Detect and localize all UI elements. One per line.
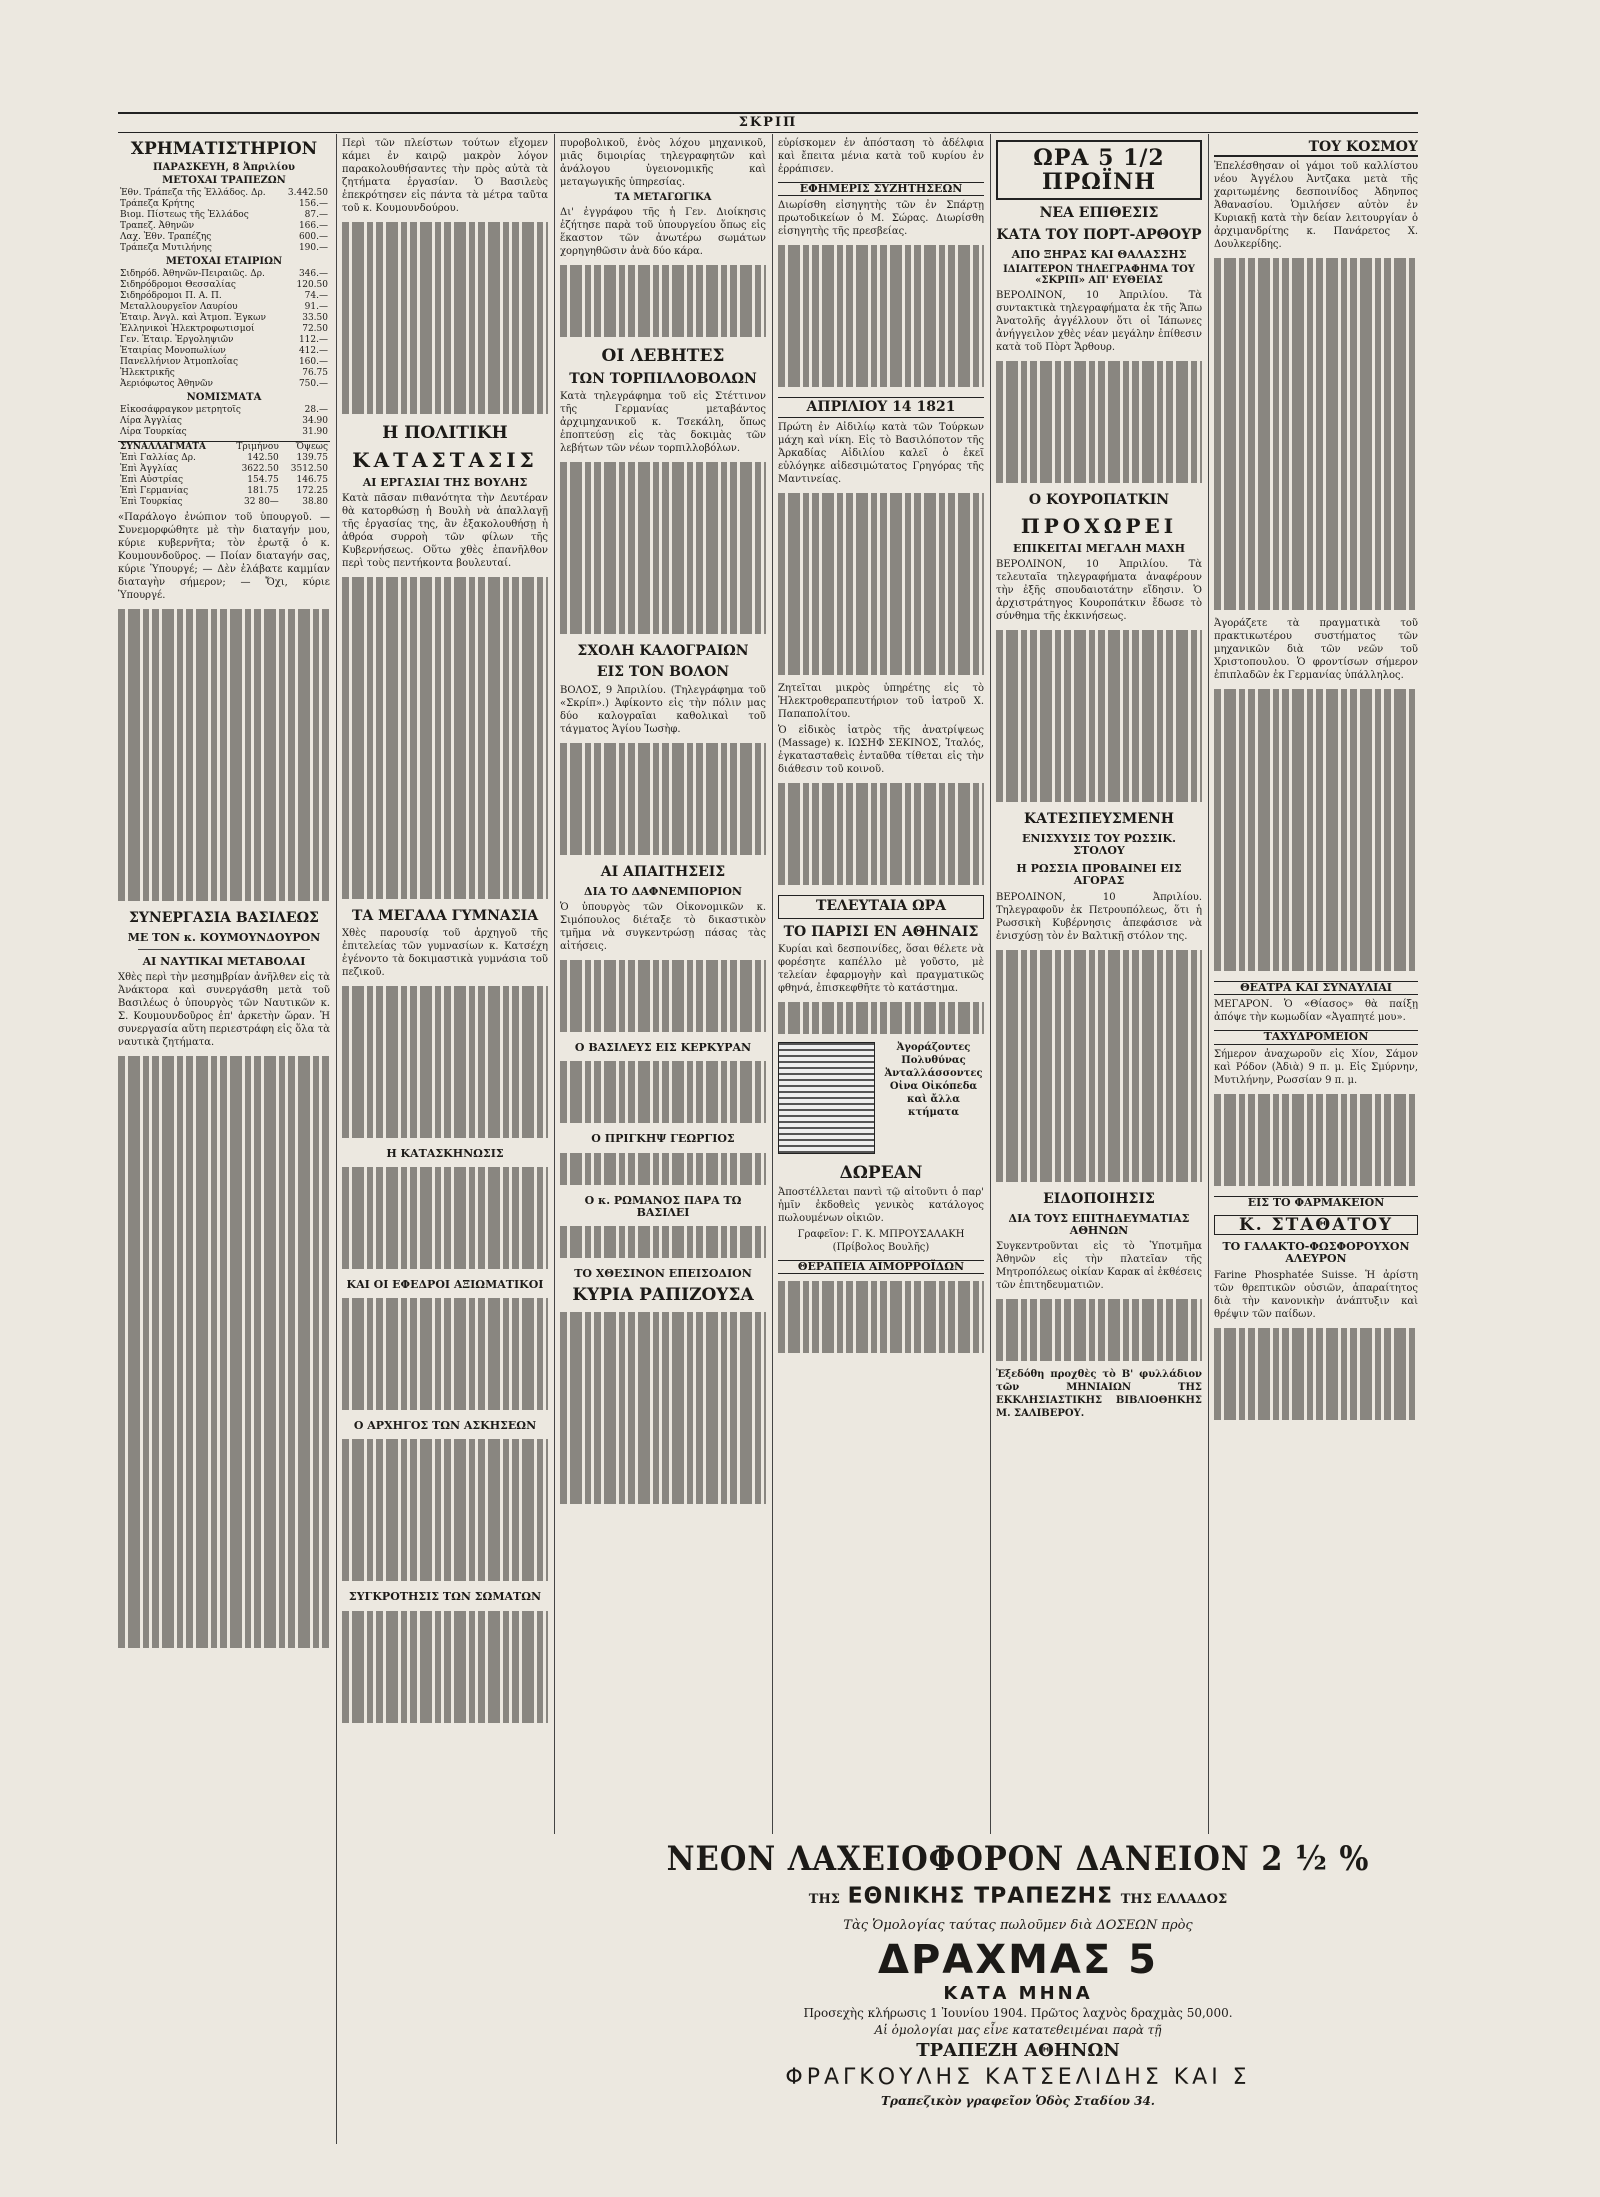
column-misc — [778, 134, 984, 1834]
column-exchange — [118, 134, 330, 2144]
headline-post: ΤΑΧΥΔΡΟΜΕΙΟΝ — [1214, 1030, 1418, 1044]
headline-notice: ΕΙΔΟΠΟΙΗΣΙΣ — [1043, 1190, 1155, 1207]
body-text-lines — [996, 946, 1202, 1186]
telegram-note: ΙΔΙΑΙΤΕΡΟΝ ΤΗΛΕΓΡΑΦΗΜΑ ΤΟΥ «ΣΚΡΙΠ» ΑΠ' ΕΥΘΕΙΑΣ — [1003, 264, 1195, 287]
headline-theatres: ΘΕΑΤΡΑ ΚΑΙ ΣΥΝΑΥΛΙΑΙ — [1214, 981, 1418, 995]
headline-exchange: ΧΡΗΜΑΤΙΣΤΗΡΙΟΝ — [130, 139, 318, 159]
value: 750.— — [298, 378, 328, 389]
article-text: Ἐπελέσθησαν οἱ γάμοι τοῦ καλλίστου νέου Ἀγγέλου Ἀντζακα μετὰ τῆς χαριτωμένης δεσποινίδος Ἀδηνπος Ἀθανασίου. Ὁμιλήσεν αὐτὸν ἐν Κυριακῇ κατὰ τὴν δείαν λειτουργίαν ὁ ἀρχιμανδρίτης κ. Πανάρετος Χ. Δουλκερίδης. — [1214, 161, 1418, 251]
bank-shares-table — [118, 188, 330, 254]
headline-cooperation: ΣΥΝΕΡΓΑΣΙΑ ΒΑΣΙΛΕΩΣ — [129, 909, 319, 926]
article-text: Διωρίσθη εἰσηγητὴς τῶν ἐν Σπάρτῃ πρωτοδικείων ὁ Μ. Σώρας. Διωρίσθη εἰσηγητὴς τῆς πρεσβείας. — [778, 200, 984, 238]
table-row — [118, 291, 330, 302]
label: Λίρα Τουρκίας — [120, 426, 187, 437]
column-rule — [990, 134, 991, 1834]
column-society — [1214, 134, 1418, 1834]
company-shares-table — [118, 269, 330, 390]
body-text-lines — [560, 458, 766, 638]
table-row — [118, 269, 330, 280]
body-text-lines — [778, 1277, 984, 1357]
table-header — [118, 441, 330, 453]
headline-paris-athens: ΤΟ ΠΑΡΙΣΙ ΕΝ ΑΘΗΝΑΙΣ — [783, 923, 979, 940]
body-text-lines — [342, 573, 548, 903]
subheadline-naval: ΑΙ ΝΑΥΤΙΚΑΙ ΜΕΤΑΒΟΛΑΙ — [142, 955, 306, 969]
column-rule — [1208, 134, 1209, 1834]
article-text: ΒΕΡΟΛΙΝΟΝ, 10 Ἀπριλίου. Τὰ συντακτικὰ τηλεγραφήματα ἐκ τῆς Ἄπω Ἀνατολῆς ἀγγέλλουν ὅτι οἱ Ἰάπωνες ἀνήγγειλον χθὲς νέαν μεγάλην ἐπίθεσιν κατὰ τοῦ Πὸρτ Ἄρθουρ. — [996, 290, 1202, 354]
label: Ἀεριόφωτος Ἀθηνῶν — [120, 378, 213, 389]
exchange-date: ΠΑΡΑΣΚΕΥΗ, 8 Ἀπριλίου — [153, 161, 295, 173]
value: 91.— — [304, 301, 328, 312]
label: Τράπεζα Κρήτης — [120, 198, 195, 209]
value: 34.90 — [302, 415, 328, 426]
article-text: Κατὰ πᾶσαν πιθανότητα τὴν Δευτέραν θὰ κατορθώσῃ ἡ Βουλὴ νὰ ἀπαλλαγῇ τῆς ἐργασίας της, ἂν ἐξακολουθήσῃ ἡ ἀθρόα συρροὴ τῶν φίλων τῆς Κυβερνήσεως. Οὕτω χθὲς ἐπανῆλθον περὶ τοὺς πεντήκοντα βουλευταί. — [342, 492, 548, 569]
headline-advances: ΠΡΟΧΩΡΕΙ — [1020, 513, 1178, 538]
subheadline-camp: Η ΚΑΤΑΣΚΗΝΩΣΙΣ — [386, 1147, 504, 1161]
label: Λαχ. Ἐθν. Τραπέζης — [120, 231, 212, 242]
value: 74.— — [304, 290, 328, 301]
body-text-lines — [118, 605, 330, 905]
headline-last-hour: ΤΕΛΕΥΤΑΙΑ ΩΡΑ — [778, 895, 984, 918]
value: 146.75 — [296, 474, 328, 485]
value: 156.— — [298, 198, 328, 209]
newspaper-page — [118, 112, 1418, 2152]
article-text: Περὶ τῶν πλείστων τούτων εἴχομεν κάμει ἐν καιρῷ μακρὸν λόγον παρακολουθήσαντες τὴν πρὸς αὐτὰ τὰ ζητήματα ἐργασίαν. Ὁ Βασιλεὺς ἐπεκρότησεν εἰς πάντα τὰ μέτρα ταῦτα τοῦ κ. Κουμουνδούρου. — [342, 138, 548, 214]
body-text-lines — [560, 1308, 766, 1508]
body-text-lines — [342, 1294, 548, 1414]
ad-bank-line — [618, 1881, 1418, 1915]
ad-per-month: ΚΑΤΑ ΜΗΝΑ — [943, 1983, 1093, 2004]
label: Μεταλλουργεῖον Λαυρίου — [120, 301, 238, 312]
headline-reinforcement: ΕΝΙΣΧΥΣΙΣ ΤΟΥ ΡΩΣΣΙΚ. ΣΤΟΛΟΥ — [1022, 832, 1176, 858]
body-text-lines — [342, 1435, 548, 1585]
body-text-lines — [118, 1052, 330, 1652]
headline-boilers: ΟΙ ΛΕΒΗΤΕΣ — [601, 346, 725, 366]
subheadline-chief: Ο ΑΡΧΗΓΟΣ ΤΩΝ ΑΣΚΗΣΕΩΝ — [353, 1419, 537, 1433]
headline-hour: ΩΡΑ 5 1/2 ΠΡΩΪΝΗ — [996, 140, 1202, 200]
value: 600.— — [298, 231, 328, 242]
ad-office: Γραφεῖον: Γ. Κ. ΜΠΡΟΥΣΑΛΑΚΗ (Πρίβολος Βουλῆς) — [797, 1228, 965, 1253]
article-text: Ὁ ὑπουργὸς τῶν Οἰκονομικῶν κ. Σιμόπουλος διέταξε τὸ δικαστικὸν τμῆμα νὰ συγκεντρώσῃ πάσας τὰς αἰτήσεις. — [560, 902, 766, 953]
headline-world: ΤΟΥ ΚΟΣΜΟΥ — [1214, 140, 1418, 157]
body-text-lines — [560, 739, 766, 859]
value: 76.75 — [302, 367, 328, 378]
body-text-lines — [560, 261, 766, 341]
coins-table — [118, 405, 330, 438]
article-text: εὑρίσκομεν ἐν ἀπόσταση τὸ ἀδέλφια καὶ ἔπειτα μένια κατὰ τοῦ κυρίου ἐν ἐρράπισεν. — [778, 138, 984, 175]
value: 72.50 — [302, 323, 328, 334]
value: 3.442.50 — [287, 187, 328, 198]
headline-milk-flour: ΤΟ ΓΑΛΑΚΤΟ-ΦΩΣΦΟΡΟΥΧΟΝ ΑΛΕΥΡΟΝ — [1222, 1240, 1410, 1266]
label: Ἐπὶ Γαλλίας Δρ. — [120, 452, 196, 463]
body-text-lines — [996, 626, 1202, 806]
value: 142.50 — [247, 452, 279, 463]
body-text-lines — [996, 357, 1202, 487]
table-row — [118, 453, 330, 464]
section-banks: ΜΕΤΟΧΑΙ ΤΡΑΠΕΖΩΝ — [162, 174, 286, 186]
body-text-lines — [1214, 685, 1418, 975]
table-row — [118, 324, 330, 335]
headline-nuns-school: ΣΧΟΛΗ ΚΑΛΟΓΡΑΙΩΝ — [577, 643, 749, 660]
body-text-lines — [560, 1149, 766, 1189]
label: Εἰκοσάφραγκον μετρητοῖς — [120, 404, 241, 415]
value: 346.— — [298, 268, 328, 279]
ad-national-bank: ΕΘΝΙΚΗΣ ΤΡΑΠΕΖΗΣ — [847, 1884, 1114, 1909]
article-text: Farine Phosphatée Suisse. Ἡ ἀρίστη τῶν θρεπτικῶν οὐσιῶν, ἀπαραίτητος διὰ τὴν κανονικὴν ἀνάπτυξιν καὶ θρέψιν τῶν παίδων. — [1214, 1269, 1418, 1320]
headline-incident: ΤΟ ΧΘΕΣΙΝΟΝ ΕΠΕΙΣΟΔΙΟΝ — [574, 1266, 752, 1280]
headline-prince-george: Ο ΠΡΙΓΚΗΨ ΓΕΩΡΓΙΟΣ — [591, 1132, 735, 1146]
column-rule — [336, 134, 337, 2144]
value: 172.25 — [296, 485, 328, 496]
column-politics — [342, 134, 548, 1834]
article-text: ΒΕΡΟΛΙΝΟΝ, 10 Ἀπριλίου. Τηλεγραφοῦν ἐκ Πετρουπόλεως, ὅτι ἡ Ρωσσικὴ Κυβέρνησις ἀπεφάσισε νὰ ἐνισχύσῃ τὸν ἐν Βαλτικῇ στόλον της. — [996, 891, 1202, 942]
value: 154.75 — [247, 474, 279, 485]
article-text: «Παράλογο ἐνώπιον τοῦ ὑπουργοῦ. — Συνεμορφώθητε μὲ τὴν διαταγήν μου, κύριε κυβερνῆτα; τὸν ἐρωτᾷ ὁ κ. Κουμουνδοῦρος. — Ποίαν διαταγήν σας, κύριε Ὑπουργέ; — Δὲν ἐλάβατε καμμίαν διαταγὴν σήμερον; — Ὄχι, κύριε Ὑπουργέ. — [118, 511, 330, 601]
label: Ἐπὶ Τουρκίας — [120, 496, 183, 507]
value: 139.75 — [296, 452, 328, 463]
body-text-lines — [778, 998, 984, 1038]
headline-land-sea: ΑΠΟ ΞΗΡΑΣ ΚΑΙ ΘΑΛΑΣΣΗΣ — [1011, 248, 1187, 262]
value: 166.— — [298, 220, 328, 231]
article-text: Χθὲς παρουσίᾳ τοῦ ἀρχηγοῦ τῆς ἐπιτελείας τῶν γυμνασίων κ. Κατσέχη ἐγένοντο τὰ δοκιμαστικὰ γυμνάσια τοῦ πεζικοῦ. — [342, 928, 548, 979]
table-row — [118, 405, 330, 416]
table-row — [118, 302, 330, 313]
article-text: Χθὲς περὶ τὴν μεσημβρίαν ἀνῆλθεν εἰς τὰ Ἀνάκτορα καὶ συνεργάσθη μετὰ τοῦ Βασιλέως ὁ ὑπουργὸς τῶν Ναυτικῶν κ. Σ. Κουμουνδοῦρος ἐπ' ἀρκετὴν ὥραν. Ἡ συνεργασία αὕτη περιεστράφη εἰς ὅλα τὰ ναυτικὰ ζητήματα. — [118, 972, 330, 1049]
body-text-lines — [778, 779, 984, 889]
value: 190.— — [298, 242, 328, 253]
table-row — [118, 210, 330, 221]
value: 28.— — [304, 404, 328, 415]
table-row — [118, 346, 330, 357]
table-row — [118, 497, 330, 508]
masthead — [118, 112, 1418, 133]
value: 87.— — [304, 209, 328, 220]
headline-kuropatkin: Ο ΚΟΥΡΟΠΑΤΚΙΝ — [1028, 492, 1170, 509]
headline-russia-purchases: Η ΡΩΣΣΙΑ ΠΡΟΒΑΙΝΕΙ ΕΙΣ ΑΓΟΡΑΣ — [1016, 862, 1182, 888]
section-companies: ΜΕΤΟΧΑΙ ΕΤΑΙΡΙΩΝ — [165, 255, 283, 267]
value: 181.75 — [247, 485, 279, 496]
value: 33.50 — [302, 312, 328, 323]
article-text: Ἐξεδόθη προχθὲς τὸ Β' φυλλάδιον τῶν ΜΗΝΙΑΙΩΝ ΤΗΣ ΕΚΚΛΗΣΙΑΣΤΙΚΗΣ ΒΙΒΛΙΟΘΗΚΗΣ Μ. ΣΑΛΙΒΕΡΟΥ. — [996, 1369, 1202, 1420]
table-row — [118, 313, 330, 324]
fx-col-3m: Τριμήνου — [236, 441, 279, 452]
table-row — [118, 464, 330, 475]
article-text: πυροβολικοῦ, ἑνὸς λόχου μηχανικοῦ, μιᾶς διμοιρίας τηλεγραφητῶν καὶ ἀνάλογου ὑγειονομικῆς καὶ μεταγωγικῆς ὑπηρεσίας. — [560, 138, 766, 188]
headline-king-corfu: Ο ΒΑΣΙΛΕΥΣ ΕΙΣ ΚΕΡΚΥΡΑΝ — [574, 1041, 752, 1055]
body-text-lines — [1214, 1090, 1418, 1190]
value: 3512.50 — [290, 463, 328, 474]
subheadline-transport: ΤΑ ΜΕΤΑΓΩΓΙΚΑ — [614, 192, 712, 203]
table-row — [118, 335, 330, 346]
label: Βιομ. Πίστεως τῆς Ἑλλάδος — [120, 209, 249, 220]
column-war-news — [996, 134, 1202, 1834]
label: Σιδηρόδρομοι Π. Α. Π. — [120, 290, 222, 301]
value: 412.— — [298, 345, 328, 356]
table-row — [118, 427, 330, 438]
table-row — [118, 475, 330, 486]
subheadline-corps: ΣΥΓΚΡΟΤΗΣΙΣ ΤΩΝ ΣΩΜΑΤΩΝ — [348, 1590, 542, 1604]
fx-header: ΣΥΝΑΛΛΑΓΜΑΤΑ — [120, 441, 206, 452]
ad-draw-date: Προσεχὴς κλήρωσις 1 Ἰουνίου 1904. Πρῶτος λαχνὸς δραχμὰς 50,000. — [803, 2006, 1233, 2020]
fx-col-sight: Ὄψεως — [295, 441, 328, 452]
headline-volos: ΕΙΣ ΤΟΝ ΒΟΛΟΝ — [596, 664, 730, 681]
headline-laurel-trade: ΔΙΑ ΤΟ ΔΑΦΝΕΜΠΟΡΙΟΝ — [584, 885, 742, 899]
bank-loan-advertisement — [618, 1837, 1418, 2137]
ad-bank-athens: ΤΡΑΠΕΖΗ ΑΘΗΝΩΝ — [916, 2040, 1120, 2061]
article-text: Πρώτη ἐν Αἰδιλίῳ κατὰ τῶν Τούρκων μάχη καὶ νίκη. Εἰς τὸ Βασιλόποτον τῆς Ἀρκαδίας Αἰδιλίου καλεῖ ὁ ἐκεῖ εὑλόγηκε αἰδεσιμώτατος Γρηγόρας τῆς Μαντινείας. — [778, 422, 984, 486]
ad-text: Ἀγοράζοντες Πολυθύνας Ἀνταλλάσσοντες Οἰνα Οἰκόπεδα καὶ ἄλλα κτήματα — [884, 1042, 983, 1119]
fx-table — [118, 441, 330, 508]
body-text-lines — [342, 1163, 548, 1273]
body-text-lines — [996, 1295, 1202, 1365]
body-text-lines — [1214, 1324, 1418, 1424]
body-text-lines — [560, 956, 766, 1036]
label: Ἑλληνικοὶ Ἠλεκτροφωτισμοί — [120, 323, 255, 334]
value: 38.80 — [302, 496, 328, 507]
divider — [138, 949, 310, 950]
column-rule — [772, 134, 773, 1834]
headline-gazette: ΕΦΗΜΕΡΙΣ ΣΥΖΗΤΗΣΕΩΝ — [778, 182, 984, 196]
label: Ἐπὶ Αὐστρίας — [120, 474, 184, 485]
label: Σιδηρόδ. Ἀθηνῶν-Πειραιῶς. Δρ. — [120, 268, 265, 279]
label: Ἠλεκτρικῆς — [120, 367, 175, 378]
headline-politics: Η ΠΟΛΙΤΙΚΗ — [382, 423, 508, 443]
value: 32 80— — [244, 496, 279, 507]
headline-stathatos: Κ. ΣΤΑΘΑΤΟΥ — [1214, 1215, 1418, 1236]
table-row — [118, 368, 330, 379]
headline-new-attack: ΝΕΑ ΕΠΙΘΕΣΙΣ — [1039, 205, 1159, 222]
value: 160.— — [298, 356, 328, 367]
headline-slapping-lady: ΚΥΡΙΑ ΡΑΠΙΖΟΥΣΑ — [572, 1284, 754, 1305]
label: Ἐπὶ Ἀγγλίας — [120, 463, 178, 474]
article-text: Κατὰ τηλεγράφημα τοῦ εἰς Στέττινον τῆς Γερμανίας μεταβάντος ἀρχιμηχανικοῦ κ. Τσεκάλη, ὅπως ἐποπτεύσῃ εἰς τὰς δοκιμὰς τῶν λεβήτων τῶν νέων τορπιλλοβόλων. — [560, 391, 766, 455]
body-text-lines — [1214, 254, 1418, 614]
subheadline-cooperation: ΜΕ ΤΟΝ κ. ΚΟΥΜΟΥΝΔΟΥΡΟΝ — [127, 931, 321, 945]
table-row — [118, 416, 330, 427]
article-text: Σήμερον ἀναχωροῦν εἰς Χίον, Σάμον καὶ Ρόδον (Ἀδιὰ) 9 π. μ. Εἰς Σμύρνην, Μυτιλήνην, Ρωσσίαν 9 π. μ. — [1214, 1048, 1418, 1086]
label: Ἐθν. Τράπεζα τῆς Ἑλλάδος. Δρ. — [120, 187, 266, 198]
label: Ἑταιρίας Μονοπωλίων — [120, 345, 226, 356]
table-row — [118, 357, 330, 368]
headline-free: ΔΩΡΕΑΝ — [839, 1163, 923, 1184]
section-coins: ΝΟΜΙΣΜΑΤΑ — [186, 391, 262, 403]
headline-battle: ΕΠΙΚΕΙΤΑΙ ΜΕΓΑΛΗ ΜΑΧΗ — [1012, 541, 1185, 555]
ad-of-greece: ΤΗΣ ΕΛΛΑΔΟΣ — [1120, 1892, 1228, 1907]
label: Τραπεζ. Ἀθηνῶν — [120, 220, 195, 231]
column-news — [560, 134, 766, 1834]
ad-installments: Τὰς Ὁμολογίας ταύτας πωλοῦμεν διὰ ΔΟΣΕΩΝ πρὸς — [843, 1918, 1193, 1933]
table-row — [118, 486, 330, 497]
article-text: Κυρίαι καὶ δεσποινίδες, ὅσαι θέλετε νὰ φορέσητε καπέλλο μὲ γοῦστο, μὲ τελείαν ἐφαρμογὴν καὶ πραγματικῶς φθηνά, ἐπισκεφθῆτε τὸ κατάστημα. — [778, 944, 984, 995]
headline-professionals: ΔΙΑ ΤΟΥΣ ΕΠΙΤΗΔΕΥΜΑΤΙΑΣ ΑΘΗΝΩΝ — [1008, 1211, 1190, 1237]
article-text: Ὁ εἰδικὸς ἰατρὸς τῆς ἀνατρίψεως (Massage) κ. ΙΩΣΗΦ ΣΕΚΙΝΟΣ, Ἰταλός, ἐγκατασταθεὶς ἐνταῦθα τίθεται εἰς τὴν διάθεσιν τοῦ κοινοῦ. — [778, 725, 984, 776]
article-text: Ζητεῖται μικρὸς ὑπηρέτης εἰς τὸ Ἠλεκτροθεραπευτήριον τοῦ ἰατροῦ Χ. Παπαπολίτου. — [778, 683, 984, 721]
headline-maneuvers: ΤΑ ΜΕΓΑΛΑ ΓΥΜΝΑΣΙΑ — [351, 907, 539, 924]
ad-loan-title: ΝΕΟΝ ΛΑΧΕΙΟΦΟΡΟΝ ΔΑΝΕΙΟΝ 2 ½ % — [666, 1839, 1370, 1879]
value: 31.90 — [302, 426, 328, 437]
body-text-lines — [342, 982, 548, 1142]
ad-drachmas: ΔΡΑΧΜΑΣ 5 — [878, 1937, 1158, 1983]
headline-situation: ΚΑΤΑΣΤΑΣΙΣ — [352, 447, 538, 472]
value: 112.— — [298, 334, 328, 345]
headline-demands: ΑΙ ΑΠΑΙΤΗΣΕΙΣ — [600, 863, 726, 880]
headline-april-1821: ΑΠΡΙΛΙΟΥ 14 1821 — [778, 397, 984, 418]
value: 3622.50 — [241, 463, 279, 474]
table-row — [118, 243, 330, 254]
column-rule — [554, 134, 555, 1834]
article-text: Συγκεντροῦνται εἰς τὸ Ὑποτμῆμα Ἀθηνῶν εἰς τὴν πλατεῖαν τῆς Μητροπόλεως οἰκίαν Καρακ αἱ ἐκθέσεις τῶν ἐπιτηδευματιῶν. — [996, 1241, 1202, 1292]
body-text-lines — [560, 1057, 766, 1127]
label: Πανελλήνιον Ἀτμοπλοΐας — [120, 356, 239, 367]
table-row — [118, 199, 330, 210]
label: Λίρα Ἀγγλίας — [120, 415, 182, 426]
table-row — [118, 188, 330, 199]
ad-firm: ΦΡΑΓΚΟΥΛΗΣ ΚΑΤΣΕΛΙΔΗΣ ΚΑΙ Σ — [785, 2065, 1251, 2090]
table-row — [118, 379, 330, 390]
ad-of: ΤΗΣ — [808, 1892, 840, 1907]
headline-hemorrhoids: ΘΕΡΑΠΕΙΑ ΑΙΜΟΡΡΟΪΔΩΝ — [778, 1260, 984, 1274]
headline-pharmacy: ΕΙΣ ΤΟ ΦΑΡΜΑΚΕΙΟΝ — [1214, 1196, 1418, 1209]
article-text: ΜΕΓΑΡΟΝ. Ὁ «Θίασος» θὰ παίξῃ ἀπόψε τὴν κωμωδίαν «Ἀγαπητέ μου». — [1214, 999, 1418, 1024]
masthead-title: ΣΚΡΙΠ — [738, 115, 798, 130]
headline-hasty: ΚΑΤΕΣΠΕΥΣΜΕΝΗ — [1024, 810, 1174, 827]
article-text: Ἀποστέλλεται παντὶ τῷ αἰτοῦντι ὁ παρ' ἡμῖν ἐκδοθεὶς γενικὸς κατάλογος πωλουμένων οἰκιῶν. — [778, 1186, 984, 1224]
real-estate-ad — [778, 1038, 984, 1158]
label: Σιδηρόδρομοι Θεσσαλίας — [120, 279, 236, 290]
body-text-lines — [778, 489, 984, 679]
body-text-lines — [342, 218, 548, 418]
subheadline-parliament: ΑΙ ΕΡΓΑΣΙΑΙ ΤΗΣ ΒΟΥΛΗΣ — [362, 475, 528, 489]
table-row — [118, 232, 330, 243]
subheadline-reserve: ΚΑΙ ΟΙ ΕΦΕΔΡΟΙ ΑΞΙΩΜΑΤΙΚΟΙ — [346, 1278, 544, 1292]
body-text-lines — [778, 241, 984, 391]
article-text: Δι' ἐγγράφου τῆς ἡ Γεν. Διοίκησις ἐζήτησε παρὰ τοῦ ὑπουργείου ὅπως εἰς ἕκαστον τῶν ἀνωτέρω σωμάτων χορηγηθῶσιν ἀνὰ δύο κάρα. — [560, 207, 766, 257]
label: Γεν. Ἑταιρ. Ἐργοληψιῶν — [120, 334, 234, 345]
label: Τράπεζα Μυτιλήνης — [120, 242, 212, 253]
article-text: ΒΕΡΟΛΙΝΟΝ, 10 Ἀπριλίου. Τὰ τελευταῖα τηλεγραφήματα ἀναφέρουν τὴν ἐξῆς σπουδαιοτάτην εἴδησιν. Ὁ ἀρχιστράτηγος Κουροπάτκιν ἔδωσε τὸ σύνθημα τῆς ἐκκινήσεως. — [996, 558, 1202, 622]
headline-torpedo: ΤΩΝ ΤΟΡΠΙΛΛΟΒΟΛΩΝ — [569, 370, 757, 387]
body-text-lines — [342, 1607, 548, 1727]
table-row — [118, 280, 330, 291]
table-row — [118, 221, 330, 232]
article-text: ΒΟΛΟΣ, 9 Ἀπριλίου. (Τηλεγράφημα τοῦ «Σκρίπ».) Ἀφίκοντο εἰς τὴν πόλιν μας δύο καλογραῖαι καθολικαὶ τοῦ τάγματος Ἁγίου Ἰωσὴφ. — [560, 684, 766, 735]
headline-port-arthur: ΚΑΤΑ ΤΟΥ ΠΟΡΤ-ΑΡΘΟΥΡ — [996, 226, 1202, 243]
label: Ἐπὶ Γερμανίας — [120, 485, 189, 496]
value: 120.50 — [296, 279, 328, 290]
ad-address: Τραπεζικὸν γραφεῖον Ὁδὸς Σταδίου 34. — [881, 2094, 1155, 2108]
body-text-lines — [560, 1222, 766, 1262]
headline-romanos: Ο κ. ΡΩΜΑΝΟΣ ΠΑΡΑ ΤΩ ΒΑΣΙΛΕΙ — [584, 1193, 742, 1219]
ad-deposited: Αἱ ὁμολογίαι μας εἶνε κατατεθειμέναι παρὰ τῇ — [874, 2023, 1162, 2037]
article-text: Ἀγοράζετε τὰ πραγματικὰ τοῦ πρακτικωτέρου συστήματος τῶν μηχανικῶν διὰ τῶν νεῶν τοῦ Χριστοπουλου. Ὁ φροντίσων σήμερον ἐπιπλαδῶν ἐκ Γερμανίας ὑπάλληλος. — [1214, 618, 1418, 682]
label: Ἑταιρ. Ἀνγλ. καὶ Ἀτμοπ. Ἐγκων — [120, 312, 266, 323]
building-illustration — [778, 1042, 875, 1154]
